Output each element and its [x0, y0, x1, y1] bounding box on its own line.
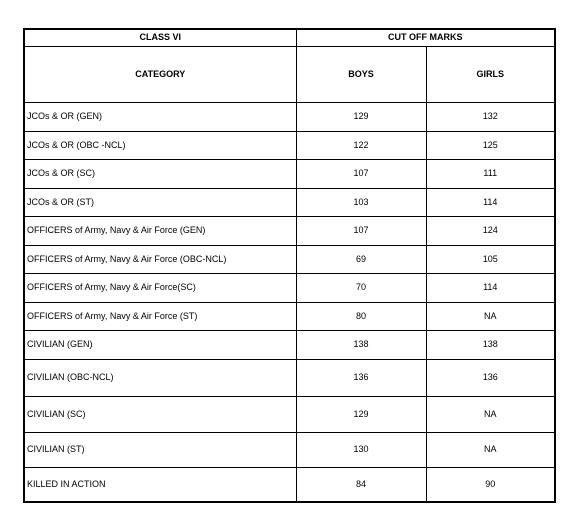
boys-marks-cell: 84	[296, 467, 426, 502]
table-row	[24, 467, 555, 502]
table-row	[24, 432, 555, 467]
category-cell: CIVILIAN (OBC-NCL)	[24, 359, 296, 396]
girls-marks-cell: 132	[426, 102, 555, 131]
girls-marks-cell: 114	[426, 188, 555, 216]
table-row	[24, 159, 555, 188]
cutoff-marks-label: CUT OFF MARKS	[296, 29, 555, 46]
cutoff-marks-sheet	[23, 28, 554, 503]
boys-marks-cell: 69	[296, 245, 426, 273]
girls-marks-cell: 90	[426, 467, 555, 502]
boys-marks-cell: 70	[296, 273, 426, 302]
boys-marks-cell: 129	[296, 102, 426, 131]
boys-marks-cell: 129	[296, 396, 426, 432]
boys-marks-cell: 136	[296, 359, 426, 396]
category-cell: KILLED IN ACTION	[24, 467, 296, 502]
girls-marks-cell: 114	[426, 273, 555, 302]
category-cell: CIVILIAN (GEN)	[24, 330, 296, 359]
table-row	[24, 245, 555, 273]
girls-marks-cell: 124	[426, 216, 555, 245]
category-cell: JCOs & OR (ST)	[24, 188, 296, 216]
category-cell: OFFICERS of Army, Navy & Air Force (OBC-NCL)	[24, 245, 296, 273]
category-cell: OFFICERS of Army, Navy & Air Force (ST)	[24, 302, 296, 330]
boys-marks-cell: 122	[296, 131, 426, 159]
category-cell: CIVILIAN (SC)	[24, 396, 296, 432]
boys-marks-cell: 138	[296, 330, 426, 359]
girls-marks-cell: NA	[426, 302, 555, 330]
table-row	[24, 102, 555, 131]
boys-marks-cell: 130	[296, 432, 426, 467]
table-row	[24, 273, 555, 302]
table-row	[24, 396, 555, 432]
boys-marks-cell: 107	[296, 216, 426, 245]
category-cell: OFFICERS of Army, Navy & Air Force(SC)	[24, 273, 296, 302]
boys-marks-cell: 107	[296, 159, 426, 188]
table-row	[24, 330, 555, 359]
girls-header: GIRLS	[426, 46, 555, 102]
table-row	[24, 302, 555, 330]
class-label: CLASS VI	[24, 29, 296, 46]
category-cell: JCOs & OR (OBC -NCL)	[24, 131, 296, 159]
header-row-class	[24, 29, 555, 46]
table-row	[24, 131, 555, 159]
category-cell: CIVILIAN (ST)	[24, 432, 296, 467]
table-row	[24, 359, 555, 396]
girls-marks-cell: NA	[426, 396, 555, 432]
category-cell: OFFICERS of Army, Navy & Air Force (GEN)	[24, 216, 296, 245]
cutoff-marks-table	[23, 28, 556, 503]
boys-header: BOYS	[296, 46, 426, 102]
header-row-columns	[24, 46, 555, 102]
boys-marks-cell: 103	[296, 188, 426, 216]
girls-marks-cell: 111	[426, 159, 555, 188]
boys-marks-cell: 80	[296, 302, 426, 330]
category-cell: JCOs & OR (SC)	[24, 159, 296, 188]
table-row	[24, 216, 555, 245]
girls-marks-cell: 125	[426, 131, 555, 159]
girls-marks-cell: NA	[426, 432, 555, 467]
category-cell: JCOs & OR (GEN)	[24, 102, 296, 131]
table-row	[24, 188, 555, 216]
girls-marks-cell: 105	[426, 245, 555, 273]
girls-marks-cell: 136	[426, 359, 555, 396]
girls-marks-cell: 138	[426, 330, 555, 359]
category-header: CATEGORY	[24, 46, 296, 102]
